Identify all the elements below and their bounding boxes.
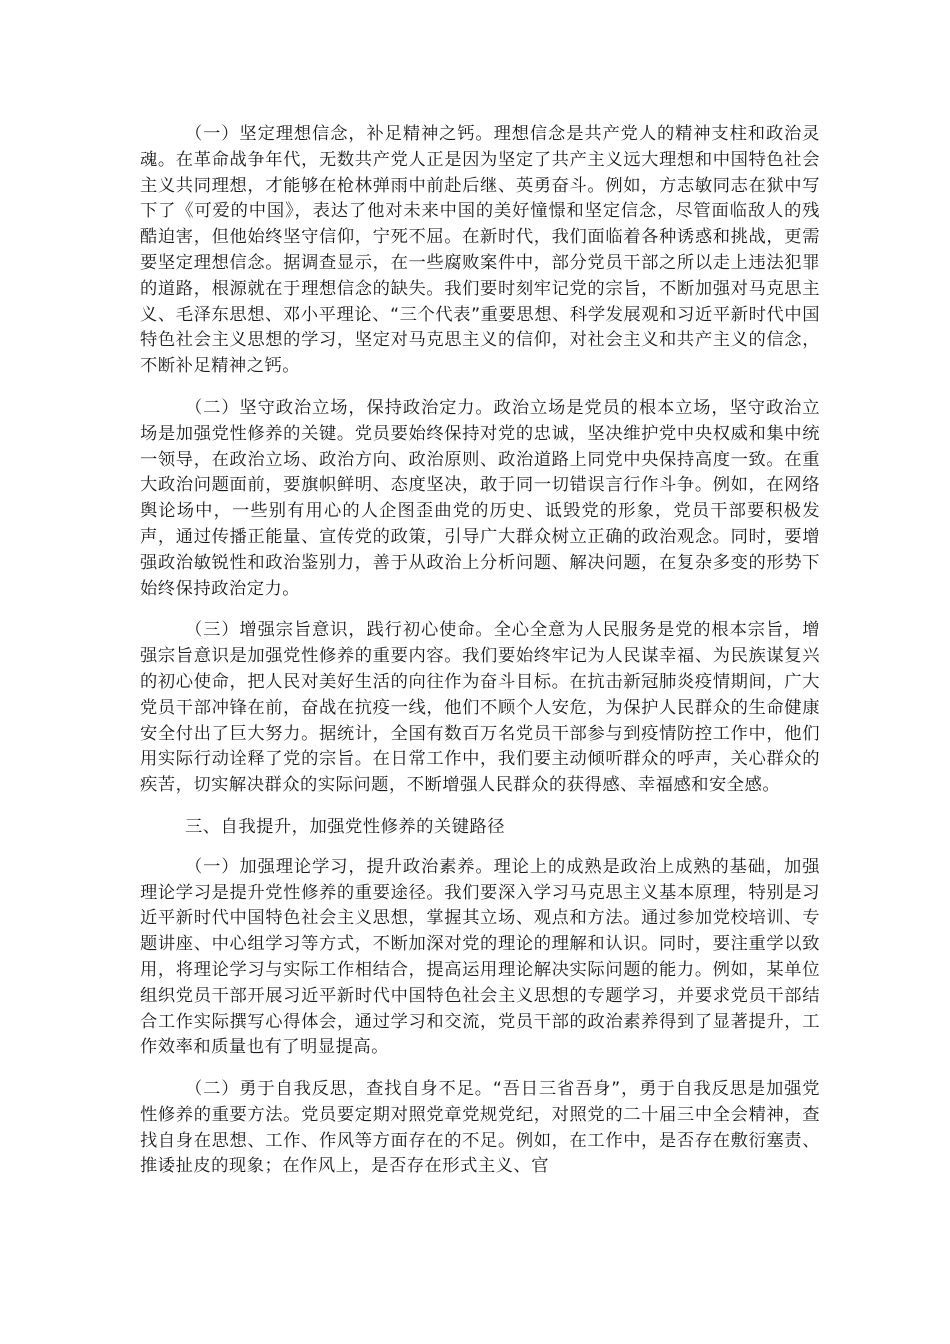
paragraph-ideals-beliefs: （一）坚定理想信念，补足精神之钙。理想信念是共产党人的精神支柱和政治灵魂。在革命战争年代，无数共产党人正是因为坚定了共产主义远大理想和中国特色社会主义共同理想，才能够在枪林弹雨中前赴后继、英勇奋斗。例如，方志敏同志在狱中写下了《可爱的中国》，表达了他对未来中国的美好憧憬和坚定信念，尽管面临敌人的残酷迫害，但他始终坚守信仰，宁死不屈。在新时代，我们面临着各种诱惑和挑战，更需要坚定理想信念。据调查显示，在一些腐败案件中，部分党员干部之所以走上违法犯罪的道路，根源就在于理想信念的缺失。我们要时刻牢记党的宗旨，不断加强对马克思主义、毛泽东思想、邓小平理论、“三个代表”重要思想、科学发展观和习近平新时代中国特色社会主义思想的学习，坚定对马克思主义的信仰，对社会主义和共产主义的信念，不断补足精神之钙。 bbox=[140, 124, 820, 377]
section-heading: 三、自我提升，加强党性修养的关键路径 bbox=[184, 816, 506, 837]
paragraph-theory-study: （一）加强理论学习，提升政治素养。理论上的成熟是政治上成熟的基础，加强理论学习是提升党性修养的重要途径。我们要深入学习马克思主义基本原理，特别是习近平新时代中国特色社会主义思想，掌握其立场、观点和方法。通过参加党校培训、专题讲座、中心组学习等方式，不断加深对党的理论的理解和认识。同时，要注重学以致用，将理论学习与实际工作相结合，提高运用理论解决实际问题的能力。例如，某单位组织党员干部开展习近平新时代中国特色社会主义思想的专题学习，并要求党员干部结合工作实际撰写心得体会，通过学习和交流，党员干部的政治素养得到了显著提升，工作效率和质量也有了明显提高。 bbox=[140, 856, 820, 1058]
paragraph-political-stance: （二）坚守政治立场，保持政治定力。政治立场是党员的根本立场，坚守政治立场是加强党性修养的关键。党员要始终保持对党的忠诚，坚决维护党中央权威和集中统一领导，在政治立场、政治方向、政治原则、政治道路上同党中央保持高度一致。在重大政治问题面前，要旗帜鲜明、态度坚决，敢于同一切错误言行作斗争。例如，在网络舆论场中，一些别有用心的人企图歪曲党的历史、诋毁党的形象，党员干部要积极发声，通过传播正能量、宣传党的政策，引导广大群众树立正确的政治观念。同时，要增强政治敏锐性和政治鉴别力，善于从政治上分析问题、解决问题，在复杂多变的形势下始终保持政治定力。 bbox=[140, 397, 820, 599]
paragraph-self-reflection: （二）勇于自我反思，查找自身不足。“吾日三省吾身”，勇于自我反思是加强党性修养的重要方法。党员要定期对照党章党规党纪，对照党的二十届三中全会精神，查找自身在思想、工作、作风等方面存在的不足。例如，在工作中，是否存在敷衍塞责、推诿扯皮的现象；在作风上，是否存在形式主义、官 bbox=[140, 1079, 820, 1177]
paragraph-purpose-awareness: （三）增强宗旨意识，践行初心使命。全心全意为人民服务是党的根本宗旨，增强宗旨意识是加强党性修养的重要内容。我们要始终牢记为人民谋幸福、为民族谋复兴的初心使命，把人民对美好生活的向往作为奋斗目标。在抗击新冠肺炎疫情期间，广大党员干部冲锋在前，奋战在抗疫一线，他们不顾个人安危，为保护人民群众的生命健康安全付出了巨大努力。据统计，全国有数百万名党员干部参与到疫情防控工作中，他们用实际行动诠释了党的宗旨。在日常工作中，我们要主动倾听群众的呼声，关心群众的疾苦，切实解决群众的实际问题，不断增强人民群众的获得感、幸福感和安全感。 bbox=[140, 620, 820, 796]
